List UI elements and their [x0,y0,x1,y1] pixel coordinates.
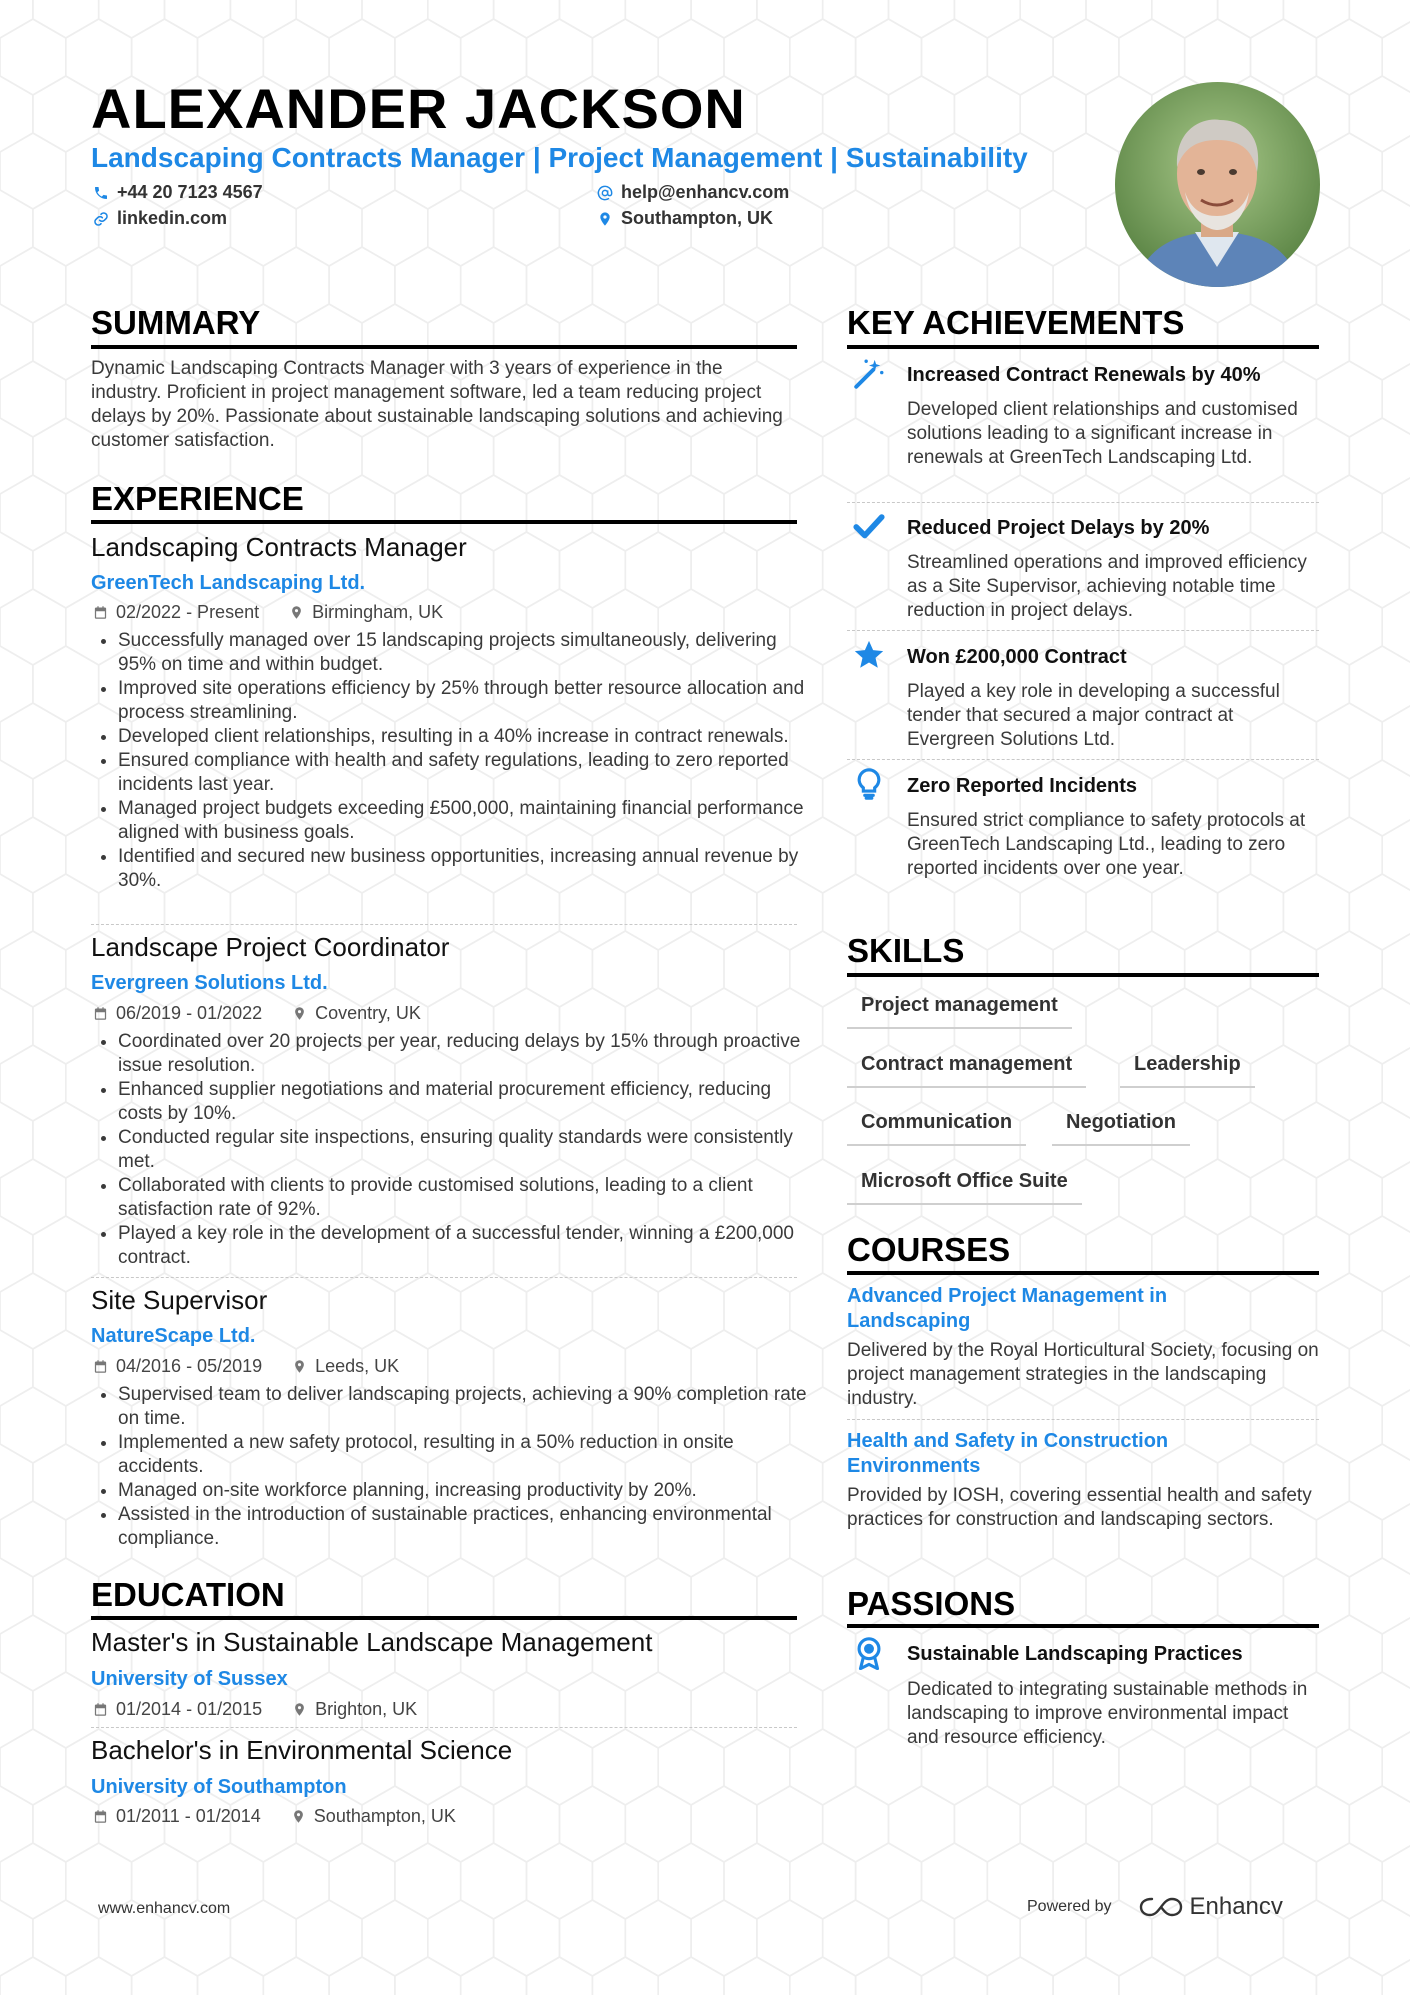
achievement-divider [847,630,1319,631]
degree-title: Master's in Sustainable Landscape Management [91,1627,653,1657]
phone-contact[interactable] [93,182,263,203]
skills-divider [847,973,1319,977]
lightbulb-icon [852,767,886,801]
candidate-name: ALEXANDER JACKSON [91,77,746,140]
experience-divider [91,520,797,524]
achievement-title: Reduced Project Delays by 20% [907,517,1210,539]
courses-heading: COURSES [847,1231,1011,1268]
at-sign-icon [597,185,613,201]
job-bullets [96,1383,818,1551]
list-item: • Enhanced supplier negotiations and material procurement efficiency, reducing costs by 10%. [118,1078,818,1126]
achievement-description: Streamlined operations and improved efficiency as a Site Supervisor, achieving notable time reduction in project delays. [907,552,1307,621]
course-description: Provided by IOSH, covering essential health and safety practices for construction and landscaping sectors. [847,1485,1312,1530]
course-divider [847,1419,1319,1420]
phone-icon [93,185,109,201]
company-name[interactable]: GreenTech Landscaping Ltd. [91,572,366,594]
courses-divider [847,1271,1319,1275]
job-location: Coventry, UK [315,1003,421,1023]
passion-description: Dedicated to integrating sustainable methods in landscaping to improve environmental impact and resource efficiency. [907,1679,1308,1748]
star-icon [852,638,886,672]
map-pin-icon [289,605,304,620]
achievement-description: Ensured strict compliance to safety protocols at GreenTech Landscaping Ltd., leading to zero reported incidents over one year. [907,810,1306,879]
passions-divider [847,1624,1319,1628]
list-item: • Managed project budgets exceeding £500,000, maintaining financial performance aligned with business goals. [118,797,818,845]
job-divider [91,924,797,925]
education-dates: 01/2011 - 01/2014 [116,1806,261,1826]
list-item: • Played a key role in the development of a successful tender, winning a £200,000 contract. [118,1222,818,1270]
map-pin-icon [292,1702,307,1717]
list-item: • Collaborated with clients to provide customised solutions, leading to a client satisfaction rate of 92%. [118,1174,818,1222]
enhancv-logo-text: Enhancv [1189,1893,1283,1920]
degree-title: Bachelor's in Environmental Science [91,1735,513,1765]
powered-by-label: Powered by [1027,1898,1112,1915]
map-pin-icon [292,1359,307,1374]
job-dates: 06/2019 - 01/2022 [116,1003,263,1023]
enhancv-logo-icon [1138,1895,1184,1919]
list-item: • Developed client relationships, resulting in a 40% increase in contract renewals. [118,725,818,749]
website-link[interactable]: www.enhancv.com [98,1900,231,1917]
linkedin-contact[interactable] [93,208,227,229]
magic-wand-icon [852,357,886,391]
passions-heading: PASSIONS [847,1585,1016,1622]
job-dates: 04/2016 - 05/2019 [116,1356,263,1376]
course-title[interactable]: Health and Safety in Construction Environments [847,1430,1169,1477]
list-item: • Ensured compliance with health and safety regulations, leading to zero reported incidents last year. [118,749,818,797]
linkedin-text: linkedin.com [117,208,228,228]
company-name[interactable]: Evergreen Solutions Ltd. [91,972,328,994]
job-location: Birmingham, UK [312,602,444,622]
list-item: • Coordinated over 20 projects per year, reducing delays by 15% through proactive issue resolution. [118,1030,818,1078]
skill-tag: Leadership [1120,1053,1255,1088]
job-bullets [96,629,818,893]
achievement-title: Zero Reported Incidents [907,775,1138,797]
skill-tag: Microsoft Office Suite [847,1170,1082,1205]
calendar-icon [93,1359,108,1374]
list-item: • Assisted in the introduction of sustainable practices, enhancing environmental compliance. [118,1503,818,1551]
list-item: • Identified and secured new business opportunities, increasing annual revenue by 30%. [118,845,818,893]
profile-photo [1115,82,1320,287]
location-text: Southampton, UK [621,208,773,228]
job-title: Landscaping Contracts Manager [91,532,467,562]
education-heading: EDUCATION [91,1576,285,1613]
skill-tag: Negotiation [1052,1111,1190,1146]
skill-tag: Contract management [847,1053,1086,1088]
email-contact[interactable] [597,182,789,203]
calendar-icon [93,1702,108,1717]
school-name[interactable]: University of Sussex [91,1668,288,1690]
calendar-icon [93,1006,108,1021]
job-meta [93,1356,399,1377]
achievements-divider [847,345,1319,349]
list-item: • Supervised team to deliver landscaping projects, achieving a 90% completion rate on time. [118,1383,818,1431]
email-text: help@enhancv.com [621,182,790,202]
job-bullets [96,1030,818,1270]
education-location: Southampton, UK [313,1806,456,1826]
education-dates: 01/2014 - 01/2015 [116,1699,263,1719]
avatar [1115,82,1320,287]
job-meta [93,1003,421,1024]
job-location: Leeds, UK [315,1356,400,1376]
list-item: • Conducted regular site inspections, ensuring quality standards were consistently met. [118,1126,818,1174]
list-item: • Implemented a new safety protocol, resulting in a 50% reduction in onsite accidents. [118,1431,818,1479]
achievements-heading: KEY ACHIEVEMENTS [847,304,1185,341]
skill-tag: Communication [847,1111,1026,1146]
phone-text: +44 20 7123 4567 [117,182,263,202]
company-name[interactable]: NatureScape Ltd. [91,1325,256,1347]
achievement-title: Won £200,000 Contract [907,646,1127,668]
achievement-description: Developed client relationships and customised solutions leading to a significant increase in renewals at GreenTech Landscaping Ltd. [907,399,1298,468]
candidate-tagline: Landscaping Contracts Manager | Project Management | Sustainability [91,142,1028,173]
powered-by [1027,1893,1283,1921]
summary-text: Dynamic Landscaping Contracts Manager with 3 years of experience in the industry. Proficient in project management software, led a team reducing project delays by 20%. Passionate about sustainable landscaping solutions and achieving customer satisfaction. [91,358,783,451]
job-meta [93,602,443,623]
map-pin-icon [291,1809,306,1824]
education-meta [93,1806,456,1827]
award-ribbon-icon [852,1636,886,1670]
skill-tag: Project management [847,994,1072,1029]
education-meta [93,1699,417,1720]
education-divider [91,1616,797,1620]
course-description: Delivered by the Royal Horticultural Society, focusing on project management strategies in the landscaping industry. [847,1340,1319,1409]
achievement-divider [847,502,1319,503]
job-dates: 02/2022 - Present [116,602,260,622]
calendar-icon [93,1809,108,1824]
education-location: Brighton, UK [315,1699,418,1719]
list-item: • Improved site operations efficiency by 25% through better resource allocation and process streamlining. [118,677,818,725]
skills-heading: SKILLS [847,932,965,969]
list-item: • Successfully managed over 15 landscaping projects simultaneously, delivering 95% on time and within budget. [118,629,818,677]
enhancv-logo[interactable] [1138,1893,1283,1921]
summary-divider [91,345,797,349]
calendar-icon [93,605,108,620]
course-title[interactable]: Advanced Project Management in Landscaping [847,1285,1168,1332]
location-contact [597,208,773,229]
experience-heading: EXPERIENCE [91,480,304,517]
map-pin-icon [292,1006,307,1021]
achievement-description: Played a key role in developing a successful tender that secured a major contract at Evergreen Solutions Ltd. [907,681,1280,750]
education-item-divider [91,1727,797,1728]
achievement-title: Increased Contract Renewals by 40% [907,364,1261,386]
achievement-divider [847,759,1319,760]
summary-heading: SUMMARY [91,304,261,341]
job-divider [91,1277,797,1278]
list-item: • Managed on-site workforce planning, increasing productivity by 20%. [118,1479,818,1503]
job-title: Site Supervisor [91,1285,268,1315]
link-icon [93,211,109,227]
school-name[interactable]: University of Southampton [91,1776,347,1798]
checkmark-icon [852,510,886,544]
map-pin-icon [597,211,613,227]
passion-title: Sustainable Landscaping Practices [907,1643,1243,1665]
job-title: Landscape Project Coordinator [91,932,450,962]
